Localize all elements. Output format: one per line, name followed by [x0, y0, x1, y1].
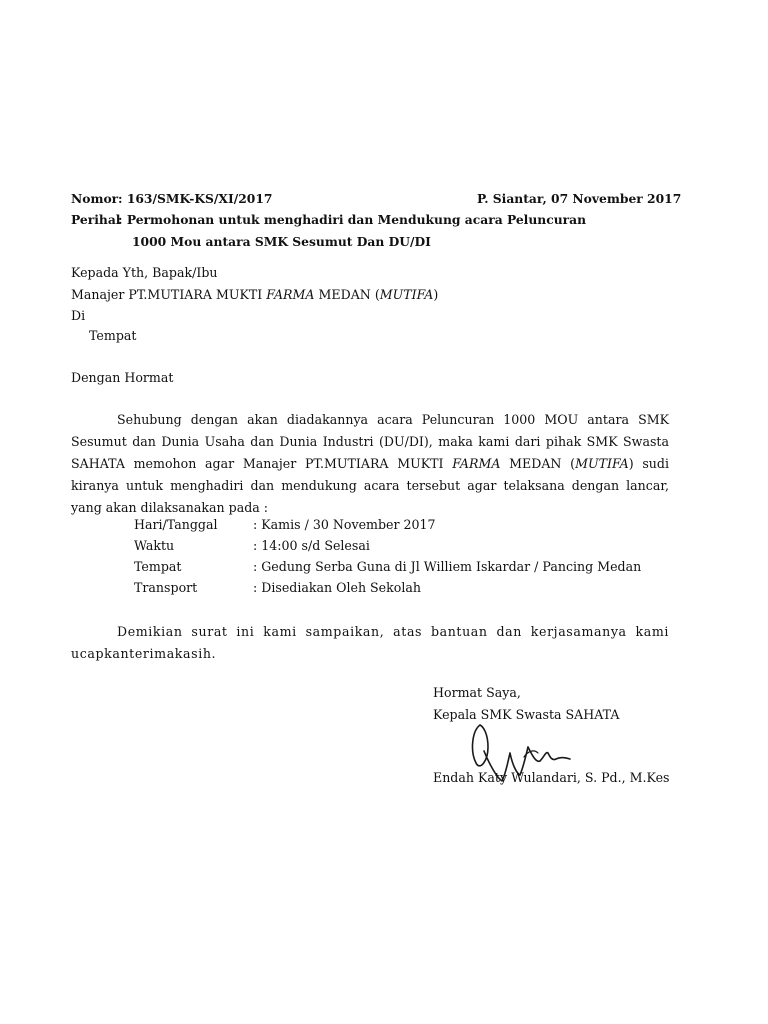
- detail-value-transport: : Disediakan Oleh Sekolah: [253, 580, 421, 595]
- recipient-mutifa: MUTIFA: [379, 287, 434, 302]
- body-farma: FARMA: [452, 456, 501, 471]
- detail-value-time: : 14:00 s/d Selesai: [253, 538, 370, 553]
- detail-label-time: Waktu: [134, 538, 175, 553]
- closing-text: Demikian surat ini kami sampaikan, atas bantuan dan kerjasamanya kami ucapkanterimakasih.: [71, 624, 669, 661]
- detail-label-place: Tempat: [134, 559, 182, 574]
- detail-value-date: : Kamis / 30 November 2017: [253, 517, 436, 532]
- perihal-line2: 1000 Mou antara SMK Sesumut Dan DU/DI: [132, 234, 431, 249]
- recipient-line2-mid: MEDAN (: [314, 287, 380, 302]
- greeting: Dengan Hormat: [71, 370, 174, 385]
- body-mutifa: MUTIFA: [575, 456, 629, 471]
- detail-label-transport: Transport: [134, 580, 198, 595]
- recipient-line4: Tempat: [89, 328, 137, 343]
- recipient-line2-prefix: Manajer PT.MUTIARA MUKTI: [71, 287, 267, 302]
- recipient-line1: Kepada Yth, Bapak/Ibu: [71, 265, 218, 280]
- nomor-label: Nomor: [71, 191, 119, 206]
- recipient-line2: [71, 287, 438, 302]
- place-date: P. Siantar, 07 November 2017: [477, 191, 682, 206]
- body-part1: Sehubung dengan akan diadakannya acara Peluncuran 1000 MOU antara SMK Sesumut dan Dunia Usaha dan Dunia Industri (DU/DI), maka kami dari pihak SMK Swasta SAHATA memohon agar Manajer PT.MUTIARA MUKTI: [71, 412, 669, 471]
- signatory-name: Endah Katy Wulandari, S. Pd., M.Kes: [433, 770, 670, 785]
- signoff-line2: Kepala SMK Swasta SAHATA: [433, 707, 620, 722]
- recipient-line3: Di: [71, 308, 86, 323]
- detail-label-date: Hari/Tanggal: [134, 517, 218, 532]
- recipient-farma: FARMA: [266, 287, 315, 302]
- nomor-value: : 163/SMK-KS/XI/2017: [118, 191, 273, 206]
- detail-value-place: : Gedung Serba Guna di Jl Williem Iskardar / Pancing Medan: [253, 559, 642, 574]
- closing-paragraph: [71, 621, 669, 665]
- perihal-line1: : Permohonan untuk menghadiri dan Mendukung acara Peluncuran: [118, 212, 587, 227]
- body-part3: ) sudi kiranya untuk menghadiri dan mendukung acara tersebut agar telaksana dengan lancar, yang akan dilaksanakan pada :: [71, 456, 669, 515]
- perihal-label: Perihal: [71, 212, 121, 227]
- recipient-line2-end: ): [433, 287, 439, 302]
- body-paragraph: [71, 409, 669, 519]
- signoff-line1: Hormat Saya,: [433, 685, 521, 700]
- body-part2: MEDAN (: [500, 456, 576, 471]
